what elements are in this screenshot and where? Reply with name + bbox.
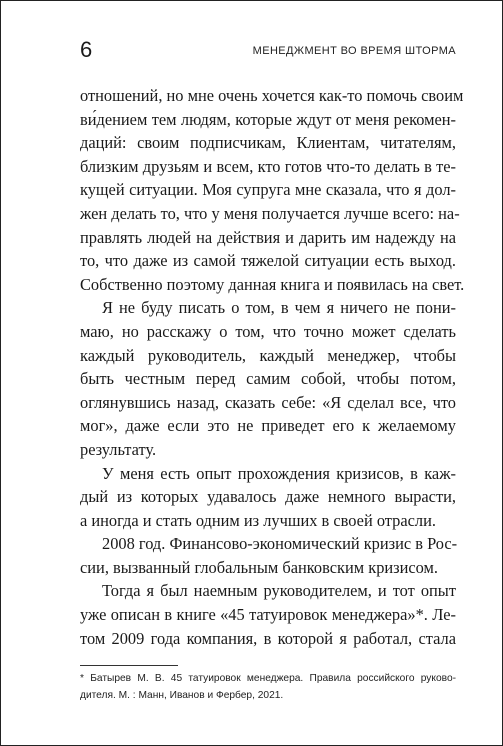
- text-line: Собственно поэтому данная книга и появилась на свет.: [80, 274, 465, 294]
- text-line: даций: своим подписчикам, Клиентам, читателям,: [80, 133, 456, 153]
- footnote-separator: [80, 665, 178, 666]
- text-line: дый из которых удавалось даже немного вырасти,: [80, 487, 456, 507]
- footnote: [80, 670, 456, 704]
- text-line: оглянувшись назад, сказать себе: «Я сделал все, что: [80, 392, 456, 412]
- text-line: том 2009 года компания, в которой я работал, стала: [80, 628, 456, 648]
- text-line: кущей ситуации. Моя супруга мне сказала, что я дол-: [80, 180, 456, 200]
- running-head: МЕНЕДЖМЕНТ ВО ВРЕМЯ ШТОРМА: [252, 45, 456, 57]
- text-line: ви́дением тем людям, которые ждут от меня рекомен-: [80, 109, 456, 129]
- footnote-line: * Батырев М. В. 45 татуировок менеджера. Правила российского руково-: [80, 673, 456, 684]
- text-line: мог», даже если это не приведет его к желаемому: [80, 416, 456, 436]
- text-line: Я не буду писать о том, в чем я ничего не пони-: [102, 298, 456, 318]
- text-line: Тогда я был наемным руководителем, и тот опыт: [102, 581, 456, 601]
- text-line: маю, но расскажу о том, что точно может сделать: [80, 321, 456, 341]
- text-line: сии, вызванный глобальным банковским кризисом.: [80, 557, 439, 577]
- page-number: 6: [80, 37, 93, 62]
- text-line: отношений, но мне очень хочется как-то помочь своим: [80, 86, 464, 105]
- body-text: [80, 84, 465, 650]
- text-line: правлять людей на действия и дарить им надежду на: [80, 227, 456, 247]
- text-line: близким друзьям и всем, кто готов что-то делать в те-: [80, 156, 456, 176]
- text-line: быть честным перед самим собой, чтобы потом,: [80, 369, 456, 389]
- text-line: У меня есть опыт прохождения кризисов, в каж-: [102, 463, 456, 483]
- text-line: а иногда и стать одним из лучших в своей отрасли.: [80, 510, 436, 530]
- text-line: то, что даже из самой тяжелой ситуации есть выход.: [80, 251, 456, 271]
- text-line: жен делать то, что у меня получается лучше всего: на-: [80, 203, 460, 223]
- text-line: каждый руководитель, каждый менеджер, чтобы: [80, 345, 456, 365]
- text-line: уже описан в книге «45 татуировок менеджера»*. Ле-: [80, 605, 456, 625]
- text-line: результату.: [80, 439, 157, 459]
- footnote-line: дителя. М. : Манн, Иванов и Фербер, 2021.: [80, 690, 284, 701]
- text-line: 2008 год. Финансово-экономический кризис в Рос-: [102, 534, 458, 554]
